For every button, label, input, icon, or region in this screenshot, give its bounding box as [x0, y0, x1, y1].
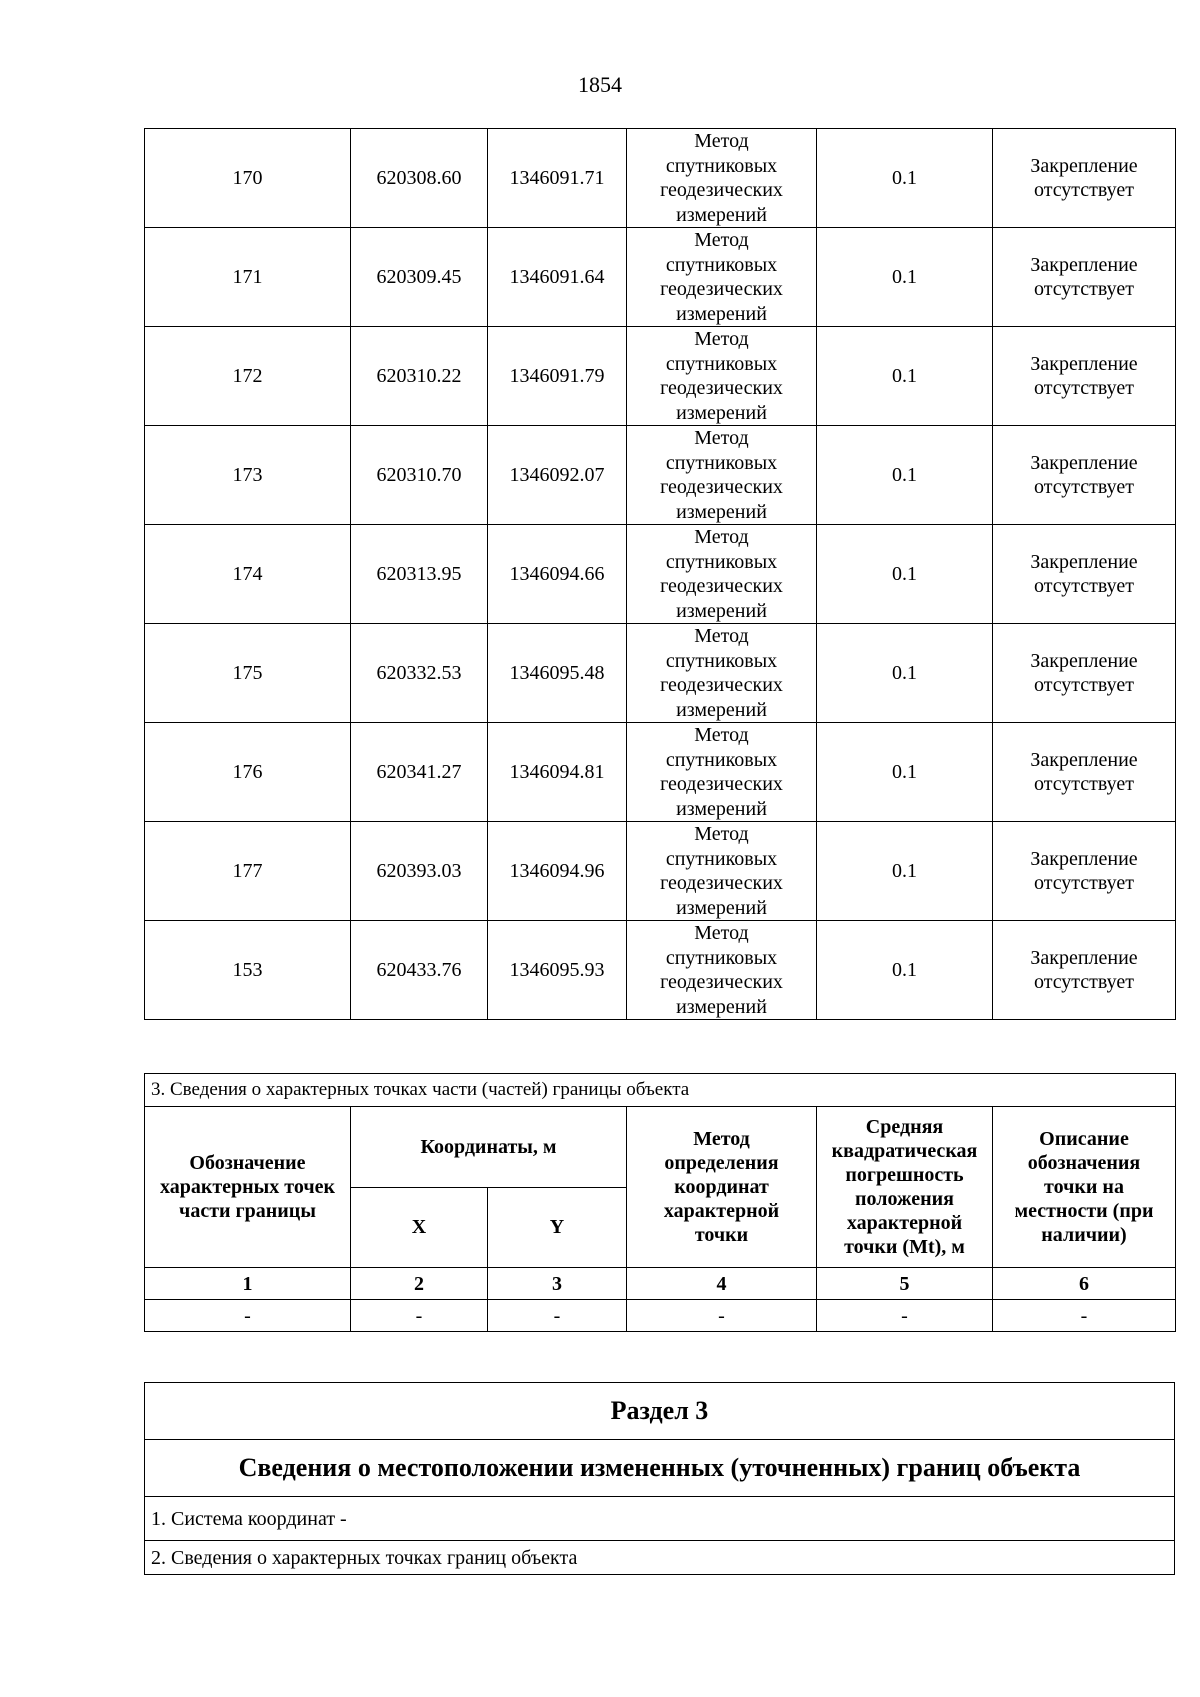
accuracy-cell: 0.1 [817, 723, 993, 822]
y-coordinate-cell: 1346095.48 [488, 624, 627, 723]
y-coordinate-cell: 1346094.96 [488, 822, 627, 921]
accuracy-cell: 0.1 [817, 228, 993, 327]
header-x: X [351, 1187, 488, 1268]
accuracy-cell: 0.1 [817, 624, 993, 723]
table-row [145, 624, 1176, 723]
header-method: Метод определения координат характерной точки [627, 1107, 817, 1268]
x-coordinate-cell: 620341.27 [351, 723, 488, 822]
point-cell: 174 [145, 525, 351, 624]
method-cell: Метод спутниковых геодезических измерений [627, 921, 817, 1020]
method-cell: Метод спутниковых геодезических измерений [627, 723, 817, 822]
accuracy-cell: 0.1 [817, 822, 993, 921]
point-cell: 177 [145, 822, 351, 921]
method-cell: Метод спутниковых геодезических измерений [627, 624, 817, 723]
section-subtitle: Сведения о местоположении измененных (уточненных) границ объекта [145, 1440, 1175, 1497]
x-coordinate-cell: 620310.22 [351, 327, 488, 426]
method-cell: Метод спутниковых геодезических измерений [627, 228, 817, 327]
header-y: Y [488, 1187, 627, 1268]
header-point-designation: Обозначение характерных точек части границы [145, 1107, 351, 1268]
y-coordinate-cell: 1346091.79 [488, 327, 627, 426]
x-coordinate-cell: 620308.60 [351, 129, 488, 228]
empty-cell: - [817, 1300, 993, 1332]
column-number: 5 [817, 1268, 993, 1300]
table-row [145, 525, 1176, 624]
y-coordinate-cell: 1346094.81 [488, 723, 627, 822]
header-coordinates: Координаты, м [351, 1107, 627, 1188]
fixing-cell: Закрепление отсутствует [993, 723, 1176, 822]
section-title: Раздел 3 [145, 1383, 1175, 1440]
table-row [145, 327, 1176, 426]
x-coordinate-cell: 620310.70 [351, 426, 488, 525]
column-number: 1 [145, 1268, 351, 1300]
column-number: 2 [351, 1268, 488, 1300]
x-coordinate-cell: 620393.03 [351, 822, 488, 921]
x-coordinate-cell: 620332.53 [351, 624, 488, 723]
accuracy-cell: 0.1 [817, 921, 993, 1020]
fixing-cell: Закрепление отсутствует [993, 624, 1176, 723]
fixing-cell: Закрепление отсутствует [993, 525, 1176, 624]
page-number: 1854 [578, 72, 622, 97]
table-row [145, 921, 1176, 1020]
point-cell: 176 [145, 723, 351, 822]
empty-cell: - [488, 1300, 627, 1332]
method-cell: Метод спутниковых геодезических измерений [627, 822, 817, 921]
accuracy-cell: 0.1 [817, 525, 993, 624]
y-coordinate-cell: 1346094.66 [488, 525, 627, 624]
table-row [145, 822, 1176, 921]
column-number: 4 [627, 1268, 817, 1300]
column-number: 6 [993, 1268, 1176, 1300]
y-coordinate-cell: 1346092.07 [488, 426, 627, 525]
point-cell: 153 [145, 921, 351, 1020]
coordinate-system-line: 1. Система координат - [145, 1497, 1175, 1541]
x-coordinate-cell: 620433.76 [351, 921, 488, 1020]
y-coordinate-cell: 1346091.64 [488, 228, 627, 327]
empty-data-row [145, 1300, 1176, 1332]
table-row [145, 129, 1176, 228]
method-cell: Метод спутниковых геодезических измерений [627, 129, 817, 228]
header-accuracy: Средняя квадратическая погрешность положения характерной точки (Mt), м [817, 1107, 993, 1268]
fixing-cell: Закрепление отсутствует [993, 426, 1176, 525]
fixing-cell: Закрепление отсутствует [993, 129, 1176, 228]
table-row [145, 228, 1176, 327]
part-boundary-points-table [144, 1073, 1176, 1332]
method-cell: Метод спутниковых геодезических измерений [627, 525, 817, 624]
empty-cell: - [627, 1300, 817, 1332]
accuracy-cell: 0.1 [817, 327, 993, 426]
fixing-cell: Закрепление отсутствует [993, 822, 1176, 921]
x-coordinate-cell: 620313.95 [351, 525, 488, 624]
column-numbers-row [145, 1268, 1176, 1300]
point-cell: 170 [145, 129, 351, 228]
section-3-table [144, 1382, 1175, 1575]
y-coordinate-cell: 1346091.71 [488, 129, 627, 228]
column-number: 3 [488, 1268, 627, 1300]
point-cell: 173 [145, 426, 351, 525]
points-info-line: 2. Сведения о характерных точках границ объекта [145, 1541, 1175, 1575]
point-cell: 171 [145, 228, 351, 327]
fixing-cell: Закрепление отсутствует [993, 327, 1176, 426]
empty-cell: - [993, 1300, 1176, 1332]
x-coordinate-cell: 620309.45 [351, 228, 488, 327]
fixing-cell: Закрепление отсутствует [993, 228, 1176, 327]
boundary-points-table [144, 128, 1176, 1020]
empty-cell: - [351, 1300, 488, 1332]
y-coordinate-cell: 1346095.93 [488, 921, 627, 1020]
parts-table-caption: 3. Сведения о характерных точках части (частей) границы объекта [145, 1074, 1176, 1107]
method-cell: Метод спутниковых геодезических измерений [627, 426, 817, 525]
point-cell: 172 [145, 327, 351, 426]
table-row [145, 426, 1176, 525]
empty-cell: - [145, 1300, 351, 1332]
accuracy-cell: 0.1 [817, 426, 993, 525]
fixing-cell: Закрепление отсутствует [993, 921, 1176, 1020]
header-description: Описание обозначения точки на местности (при наличии) [993, 1107, 1176, 1268]
accuracy-cell: 0.1 [817, 129, 993, 228]
point-cell: 175 [145, 624, 351, 723]
method-cell: Метод спутниковых геодезических измерений [627, 327, 817, 426]
table-row [145, 723, 1176, 822]
